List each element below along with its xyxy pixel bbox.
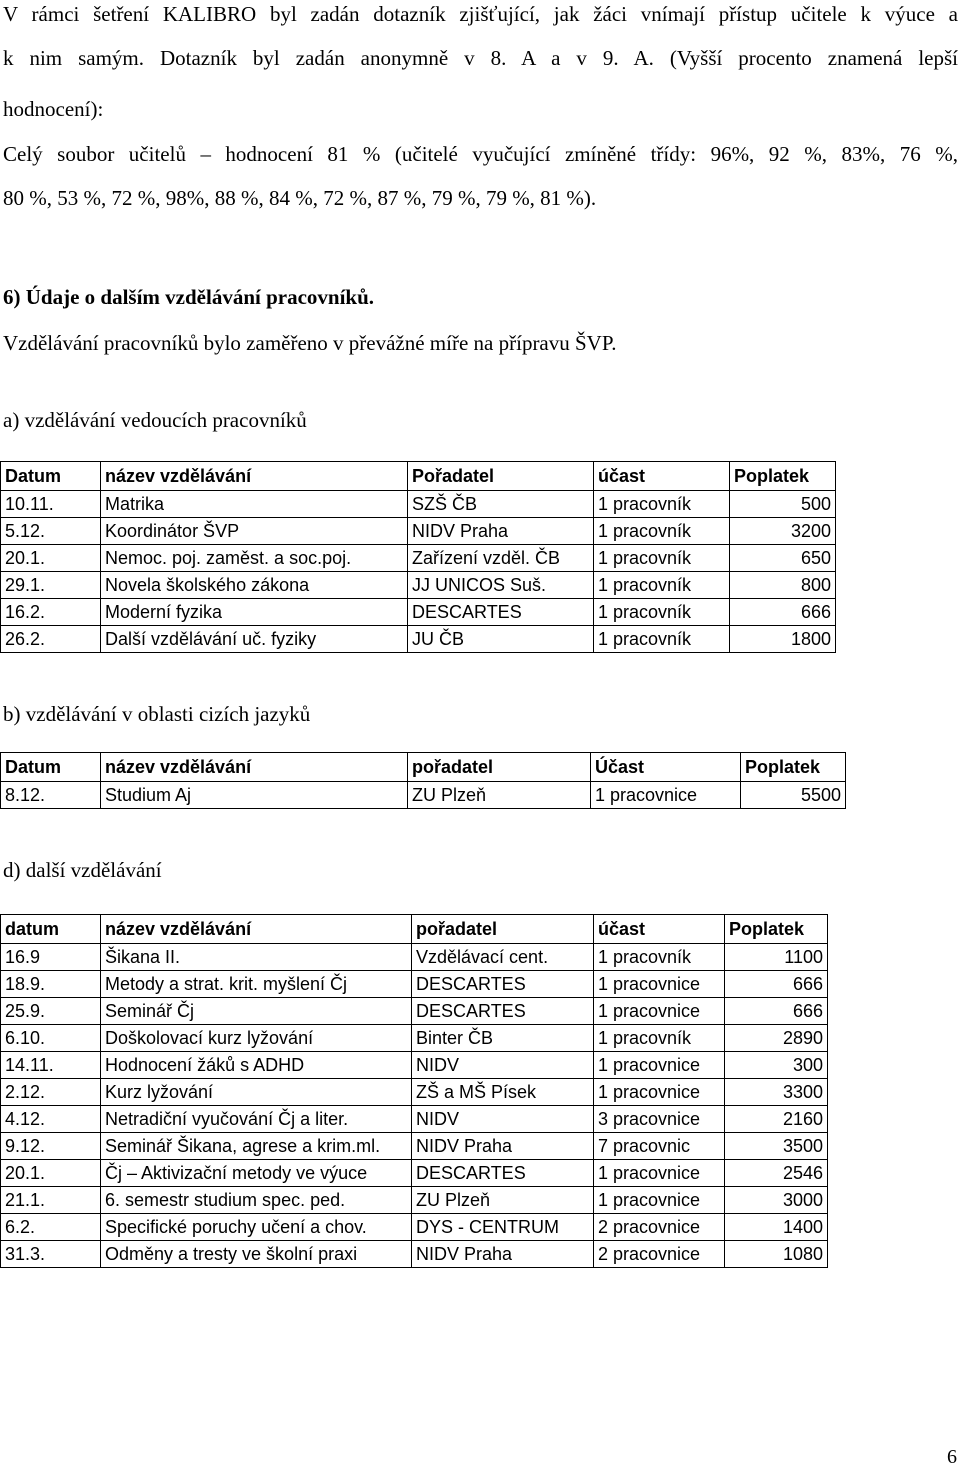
cell-participation: 1 pracovník [594,626,730,653]
col-header-organizer: Pořadatel [408,462,594,491]
cell-date: 4.12. [1,1106,101,1133]
col-header-date: datum [1,915,101,944]
col-header-fee: Poplatek [725,915,828,944]
cell-organizer: ZU Plzeň [412,1187,594,1214]
cell-course: Další vzdělávání uč. fyziky [101,626,408,653]
table-language-training [0,752,846,809]
cell-organizer: Zařízení vzděl. ČB [408,545,594,572]
intro-line-5: 80 %, 53 %, 72 %, 98%, 88 %, 84 %, 72 %, 87 %, 79 %, 79 %, 81 %). [3,186,597,210]
intro-line-4: Celý soubor učitelů – hodnocení 81 % (učitelé vyučující zmíněné třídy: 96%, 92 %, 83%, 76 %, [3,142,958,166]
cell-date: 31.3. [1,1241,101,1268]
table-other-training [0,914,828,1268]
cell-course: Odměny a tresty ve školní praxi [101,1241,412,1268]
cell-fee: 2160 [725,1106,828,1133]
cell-date: 6.10. [1,1025,101,1052]
cell-organizer: ZU Plzeň [408,782,591,809]
cell-date: 5.12. [1,518,101,545]
cell-organizer: Vzdělávací cent. [412,944,594,971]
table-row [1,1160,828,1187]
cell-organizer: SZŠ ČB [408,491,594,518]
intro-line-2: k nim samým. Dotazník byl zadán anonymně v 8. A a v 9. A. (Vyšší procento znamená lepší [3,46,958,70]
table-row [1,1079,828,1106]
cell-organizer: DESCARTES [408,599,594,626]
table-row [1,1052,828,1079]
cell-course: Šikana II. [101,944,412,971]
cell-course: Moderní fyzika [101,599,408,626]
table-row [1,1241,828,1268]
page-number: 6 [947,1446,957,1468]
cell-course: Nemoc. poj. zaměst. a soc.poj. [101,545,408,572]
cell-date: 6.2. [1,1214,101,1241]
cell-course: Metody a strat. krit. myšlení Čj [101,971,412,998]
cell-date: 26.2. [1,626,101,653]
cell-date: 20.1. [1,545,101,572]
cell-participation: 1 pracovnice [594,998,725,1025]
table-header-row [1,753,846,782]
col-header-course: název vzdělávání [101,915,412,944]
cell-participation: 1 pracovník [594,599,730,626]
cell-participation: 2 pracovnice [594,1241,725,1268]
cell-date: 20.1. [1,1160,101,1187]
cell-course: Netradiční vyučování Čj a liter. [101,1106,412,1133]
cell-date: 25.9. [1,998,101,1025]
table-row [1,1106,828,1133]
cell-organizer: NIDV [412,1052,594,1079]
col-header-date: Datum [1,462,101,491]
cell-fee: 1080 [725,1241,828,1268]
intro-line-3: hodnocení): [3,97,104,121]
col-header-fee: Poplatek [730,462,836,491]
table-row [1,1187,828,1214]
cell-participation: 1 pracovník [594,545,730,572]
cell-organizer: DYS - CENTRUM [412,1214,594,1241]
section-b-title: b) vzdělávání v oblasti cizích jazyků [3,702,311,726]
cell-participation: 1 pracovnice [594,1187,725,1214]
table-row [1,491,836,518]
cell-course: Specifické poruchy učení a chov. [101,1214,412,1241]
cell-participation: 1 pracovnice [594,1052,725,1079]
cell-organizer: DESCARTES [412,1160,594,1187]
cell-fee: 1100 [725,944,828,971]
cell-organizer: NIDV Praha [412,1133,594,1160]
section-d-title: d) další vzdělávání [3,858,162,882]
table-row [1,971,828,998]
cell-course: 6. semestr studium spec. ped. [101,1187,412,1214]
cell-course: Doškolovací kurz lyžování [101,1025,412,1052]
cell-participation: 1 pracovník [594,944,725,971]
cell-fee: 2546 [725,1160,828,1187]
cell-fee: 666 [730,599,836,626]
cell-participation: 2 pracovnice [594,1214,725,1241]
cell-organizer: JU ČB [408,626,594,653]
col-header-fee: Poplatek [741,753,846,782]
cell-date: 9.12. [1,1133,101,1160]
cell-participation: 7 pracovnic [594,1133,725,1160]
cell-course: Seminář Čj [101,998,412,1025]
cell-fee: 3200 [730,518,836,545]
cell-participation: 1 pracovnice [594,1079,725,1106]
cell-participation: 1 pracovník [594,518,730,545]
table-row [1,1025,828,1052]
col-header-participation: účast [594,462,730,491]
cell-participation: 3 pracovnice [594,1106,725,1133]
cell-fee: 300 [725,1052,828,1079]
table-row [1,599,836,626]
table-row [1,782,846,809]
table-row [1,998,828,1025]
cell-fee: 3000 [725,1187,828,1214]
cell-participation: 1 pracovník [594,572,730,599]
cell-date: 16.9 [1,944,101,971]
table-row [1,1133,828,1160]
table-header-row [1,915,828,944]
col-header-course: název vzdělávání [101,462,408,491]
col-header-date: Datum [1,753,101,782]
table-row [1,572,836,599]
cell-course: Hodnocení žáků s ADHD [101,1052,412,1079]
cell-date: 14.11. [1,1052,101,1079]
cell-date: 8.12. [1,782,101,809]
cell-fee: 5500 [741,782,846,809]
cell-date: 10.11. [1,491,101,518]
cell-participation: 1 pracovnice [591,782,741,809]
cell-date: 29.1. [1,572,101,599]
col-header-participation: účast [594,915,725,944]
section-a-title: a) vzdělávání vedoucích pracovníků [3,408,307,432]
cell-course: Studium Aj [101,782,408,809]
cell-organizer: DESCARTES [412,971,594,998]
table-row [1,944,828,971]
cell-organizer: DESCARTES [412,998,594,1025]
cell-course: Seminář Šikana, agrese a krim.ml. [101,1133,412,1160]
col-header-participation: Účast [591,753,741,782]
cell-participation: 1 pracovník [594,491,730,518]
table-leadership-training [0,461,836,653]
table-row [1,545,836,572]
table-row [1,518,836,545]
col-header-course: název vzdělávání [101,753,408,782]
cell-course: Čj – Aktivizační metody ve výuce [101,1160,412,1187]
cell-course: Matrika [101,491,408,518]
table-header-row [1,462,836,491]
cell-fee: 1800 [730,626,836,653]
cell-date: 21.1. [1,1187,101,1214]
cell-fee: 800 [730,572,836,599]
cell-fee: 666 [725,971,828,998]
cell-date: 18.9. [1,971,101,998]
cell-course: Kurz lyžování [101,1079,412,1106]
col-header-organizer: pořadatel [412,915,594,944]
cell-participation: 1 pracovník [594,1025,725,1052]
intro-line-1: V rámci šetření KALIBRO byl zadán dotazník zjišťující, jak žáci vnímají přístup učitele k výuce a [3,2,958,26]
table-row [1,626,836,653]
cell-fee: 3300 [725,1079,828,1106]
cell-fee: 3500 [725,1133,828,1160]
cell-organizer: JJ UNICOS Suš. [408,572,594,599]
cell-organizer: NIDV Praha [408,518,594,545]
section-6-heading: 6) Údaje o dalším vzdělávání pracovníků. [3,285,375,309]
cell-organizer: Binter ČB [412,1025,594,1052]
section-6-text: Vzdělávání pracovníků bylo zaměřeno v převážné míře na přípravu ŠVP. [3,331,617,355]
cell-course: Koordinátor ŠVP [101,518,408,545]
cell-fee: 500 [730,491,836,518]
cell-fee: 2890 [725,1025,828,1052]
cell-date: 2.12. [1,1079,101,1106]
cell-organizer: NIDV [412,1106,594,1133]
cell-fee: 666 [725,998,828,1025]
col-header-organizer: pořadatel [408,753,591,782]
cell-fee: 650 [730,545,836,572]
cell-participation: 1 pracovnice [594,971,725,998]
cell-participation: 1 pracovnice [594,1160,725,1187]
cell-course: Novela školského zákona [101,572,408,599]
cell-organizer: ZŠ a MŠ Písek [412,1079,594,1106]
cell-organizer: NIDV Praha [412,1241,594,1268]
table-row [1,1214,828,1241]
cell-fee: 1400 [725,1214,828,1241]
cell-date: 16.2. [1,599,101,626]
